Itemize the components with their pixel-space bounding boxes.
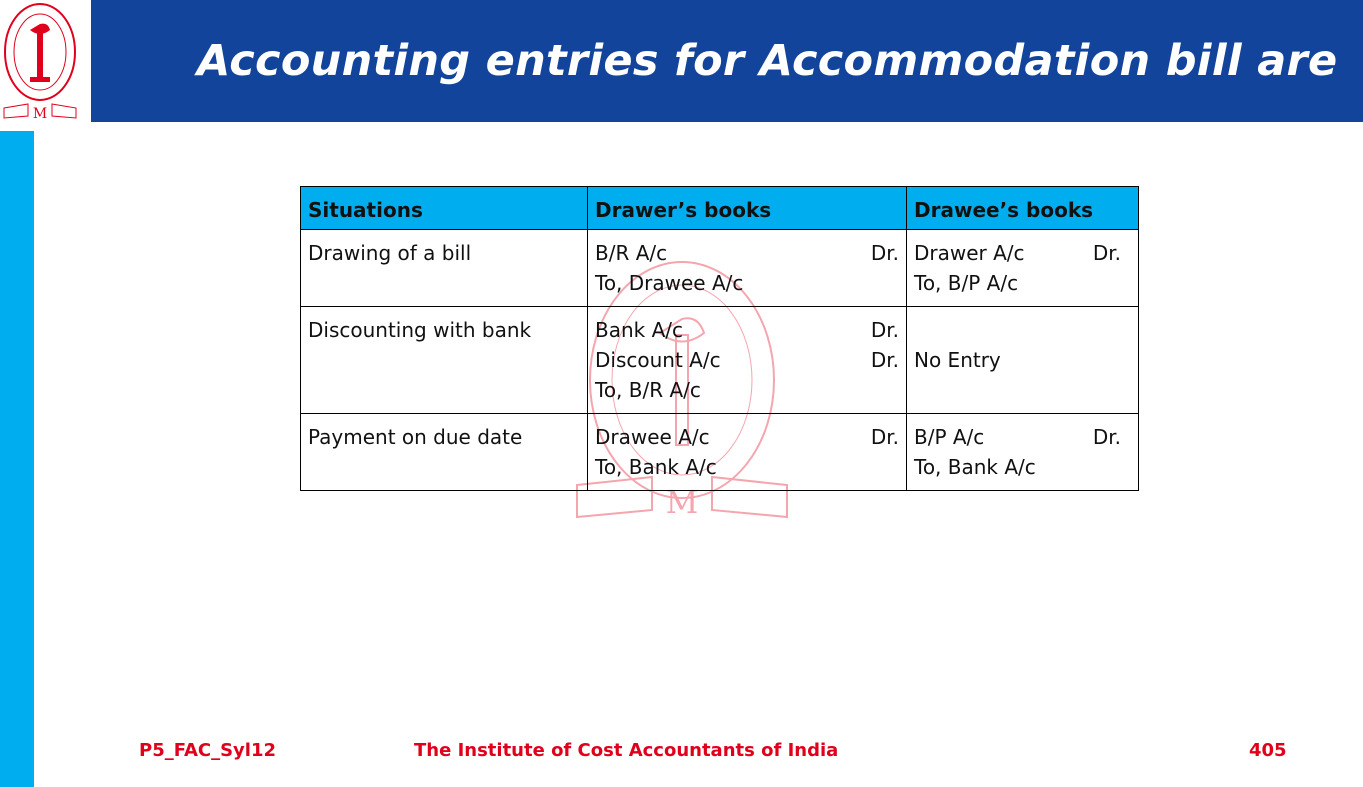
drawer-entry-cell (588, 230, 907, 307)
dr-label: Dr. (870, 241, 899, 265)
entry-text: B/R A/c (595, 241, 668, 265)
footer-institute: The Institute of Cost Accountants of India (414, 740, 839, 761)
table-row (301, 230, 1139, 307)
header-drawees-books: Drawee’s books (907, 187, 1139, 230)
header-drawers-books: Drawer’s books (588, 187, 907, 230)
page-number: 405 (1249, 740, 1287, 761)
table-header-row (301, 187, 1139, 230)
entry-text: To, Bank A/c (914, 455, 1036, 479)
drawee-entry-cell (907, 230, 1139, 307)
situation-cell: Discounting with bank (301, 307, 588, 414)
drawer-entry-cell (588, 307, 907, 414)
entry-text: To, Bank A/c (595, 455, 717, 479)
entry-text: Discount A/c (595, 348, 721, 372)
entry-text: To, B/R A/c (595, 378, 701, 402)
entry-text: To, Drawee A/c (595, 271, 744, 295)
entry-text: Drawer A/c (914, 241, 1025, 265)
dr-label: Dr. (870, 318, 899, 342)
table-row (301, 414, 1139, 491)
entry-text: Bank A/c (595, 318, 684, 342)
institute-logo (0, 0, 80, 122)
svg-text:M: M (32, 106, 48, 122)
slide-title: Accounting entries for Accommodation bill are (91, 0, 1363, 122)
table-row (301, 307, 1139, 414)
sidebar-accent-bar (0, 131, 34, 787)
situation-cell: Drawing of a bill (301, 230, 588, 307)
drawer-entry-cell (588, 414, 907, 491)
entry-text: B/P A/c (914, 425, 985, 449)
accommodation-bill-table (300, 186, 1139, 491)
situation-cell: Payment on due date (301, 414, 588, 491)
dr-label: Dr. (870, 425, 899, 449)
drawee-entry-cell (907, 414, 1139, 491)
dr-label: Dr. (1092, 241, 1121, 265)
header-situations: Situations (301, 187, 588, 230)
dr-label: Dr. (870, 348, 899, 372)
svg-text:M: M (665, 483, 699, 521)
entry-text: To, B/P A/c (914, 271, 1019, 295)
footer-code: P5_FAC_Syl12 (139, 740, 277, 761)
entry-text: Drawee A/c (595, 425, 710, 449)
dr-label: Dr. (1092, 425, 1121, 449)
drawee-entry-cell: No Entry (907, 307, 1139, 414)
